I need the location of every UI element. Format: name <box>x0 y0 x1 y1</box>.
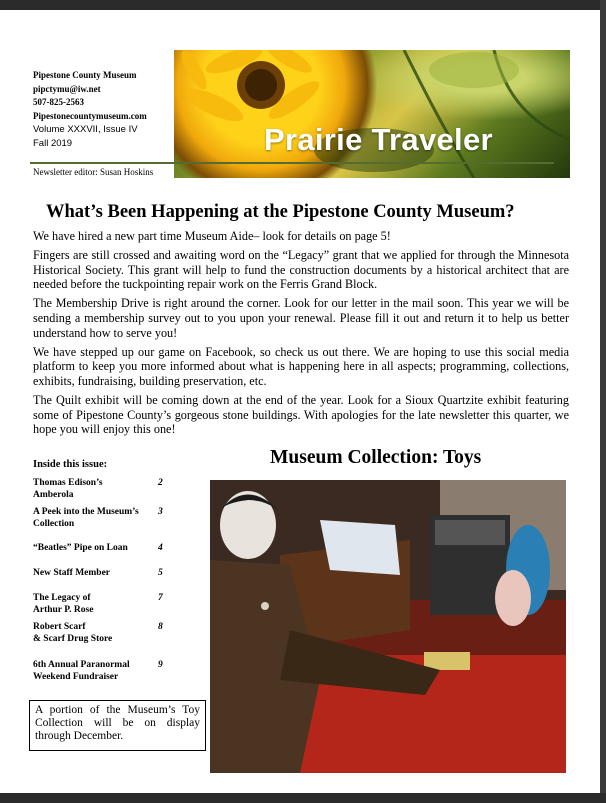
page-number: 5 <box>158 568 163 578</box>
top-edge <box>0 0 606 10</box>
contents-title: Inside this issue: <box>33 459 108 470</box>
article-paragraph: We have stepped up our game on Facebook, so check us out there. We are hoping to use this social media platform to keep you more informed about what is happening here in all aspects; programming, collections, exhibits, fundraising, building preservation, etc. <box>33 344 569 388</box>
contents-item[interactable]: Robert Scarf & Scarf Drug Store 8 <box>33 622 163 644</box>
contents-item[interactable]: New Staff Member 5 <box>33 568 163 578</box>
collection-title: Museum Collection: Toys <box>270 447 482 468</box>
article-headline: What’s Been Happening at the Pipestone County Museum? <box>46 202 515 222</box>
museum-name: Pipestone County Museum <box>33 70 137 80</box>
newsletter-editor: Newsletter editor: Susan Hoskins <box>33 167 154 177</box>
season: Fall 2019 <box>33 137 73 149</box>
volume-issue: Volume XXXVII, Issue IV <box>33 124 138 135</box>
doll-photo-image <box>210 480 566 773</box>
banner-rule <box>174 162 554 164</box>
contents-item[interactable]: “Beatles” Pipe on Loan 4 <box>33 543 163 553</box>
masthead-rule <box>30 162 176 164</box>
toy-collection-photo <box>210 480 566 773</box>
contents-item[interactable]: The Legacy of Arthur P. Rose 7 <box>33 593 163 615</box>
newsletter-title: Prairie Traveler <box>264 122 493 157</box>
masthead <box>33 69 173 150</box>
article-paragraph: The Quilt exhibit will be coming down at the end of the year. Look for a Sioux Quartzite exhibit featuring some of Pipestone County’s gorgeous stone buildings. With apologies for the late newsletter this quarter, we hope you will enjoy this one! <box>33 392 569 437</box>
bottom-edge <box>0 793 606 803</box>
article-body <box>33 229 569 441</box>
contents-item[interactable]: 6th Annual Paranormal Weekend Fundraiser 9 <box>33 660 163 682</box>
banner-image <box>174 50 570 178</box>
phone: 507-825-2563 <box>33 97 84 107</box>
contents-item[interactable]: A Peek into the Museum’s Collection 3 <box>33 507 163 529</box>
email: pipctymu@iw.net <box>33 83 101 94</box>
article-paragraph: Fingers are still crossed and awaiting word on the “Legacy” grant that we applied for through the Minnesota Historical Society. This grant will help to fund the construction documents by a historical architect that are needed before the tuckpointing repair work on the Ferris Grand Block. <box>33 248 569 292</box>
toy-collection-caption: A portion of the Museum’s Toy Collection will be on display through December. <box>29 700 206 751</box>
page-number: 3 <box>158 507 163 517</box>
page-number: 7 <box>158 593 163 603</box>
page-number: 2 <box>158 478 163 488</box>
contents-item[interactable]: Thomas Edison’s Amberola 2 <box>33 478 163 500</box>
website: Pipestonecountymuseum.com <box>33 110 147 121</box>
right-edge <box>600 0 606 803</box>
page-number: 4 <box>158 543 163 553</box>
sunflower-image <box>174 50 570 178</box>
contents-list <box>33 478 173 689</box>
page-number: 9 <box>158 660 163 670</box>
article-paragraph: The Membership Drive is right around the corner. Look for our letter in the mail soon. This year we will be sending a membership survey out to you upon your renewal. Please fill it out and return it to help us better understand how to serve you! <box>33 296 569 340</box>
page-number: 8 <box>158 622 163 632</box>
article-paragraph: We have hired a new part time Museum Aide– look for details on page 5! <box>33 229 391 243</box>
